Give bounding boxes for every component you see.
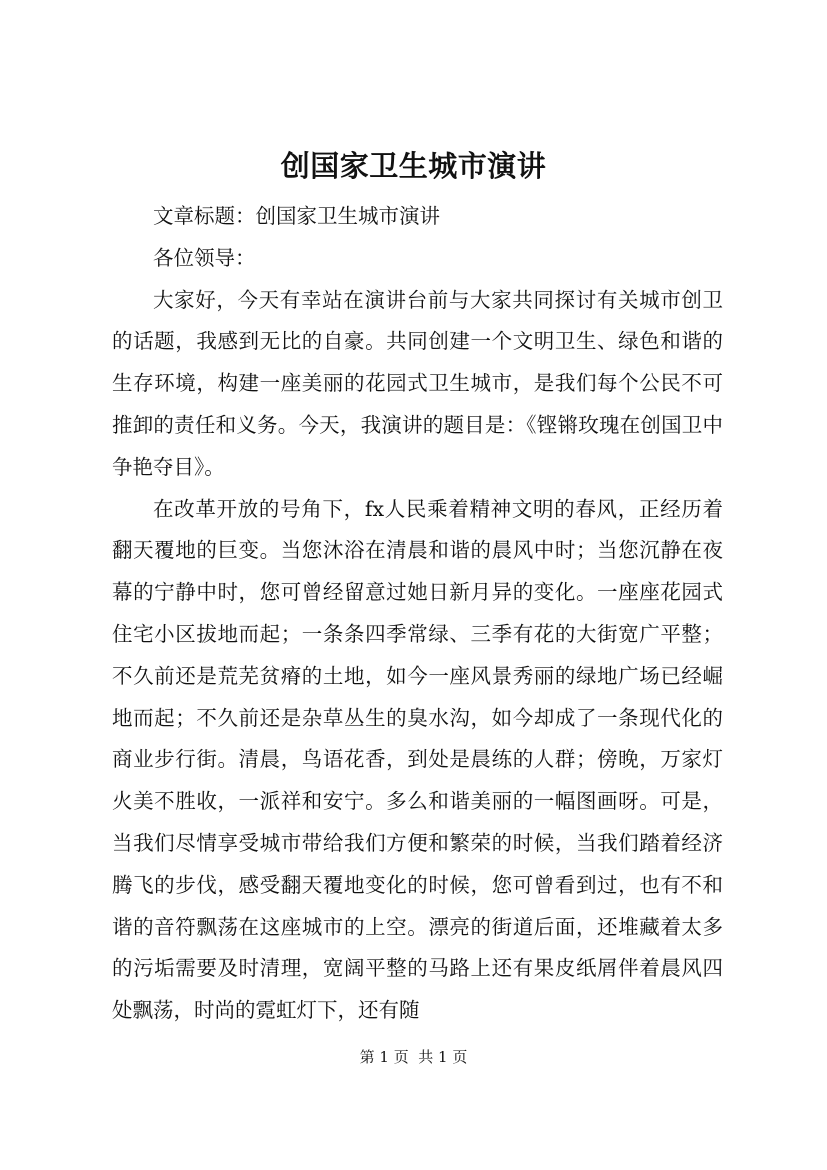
page-footer xyxy=(0,1047,827,1067)
salutation: 各位领导： xyxy=(153,245,256,270)
paragraph-intro: 大家好，今天有幸站在演讲台前与大家共同探讨有关城市创卫的话题，我感到无比的自豪。共同创建一个文明卫生、绿色和谐的生存环境，构建一座美丽的花园式卫生城市，是我们每个公民不可推卸的责任和义务。今天，我演讲的题目是：《铿锵玫瑰在创国卫中争艳夺目》。 xyxy=(112,287,723,479)
paragraph-main: 在改革开放的号角下，fx人民乘着精神文明的春风，正经历着翻天覆地的巨变。当您沐浴在清晨和谐的晨风中时；当您沉静在夜幕的宁静中时，您可曾经留意过她日新月异的变化。一座座花园式住宅小区拔地而起；一条条四季常绿、三季有花的大街宽广平整；不久前还是荒芜贫瘠的土地，如今一座风景秀丽的绿地广场已经崛地而起；不久前还是杂草丛生的臭水沟，如今却成了一条现代化的商业步行街。清晨，鸟语花香，到处是晨练的人群；傍晚，万家灯火美不胜收，一派祥和安宁。多么和谐美丽的一幅图画呀。可是，当我们尽情享受城市带给我们方便和繁荣的时候，当我们踏着经济腾飞的步伐，感受翻天覆地变化的时候，您可曾看到过，也有不和谐的音符飘荡在这座城市的上空。漂亮的街道后面，还堆藏着太多的污垢需要及时清理，宽阔平整的马路上还有果皮纸屑伴着晨风四处飘荡，时尚的霓虹灯下，还有随 xyxy=(112,496,723,1023)
article-title-line: 文章标题：创国家卫生城市演讲 xyxy=(153,204,440,228)
document-title: 创国家卫生城市演讲 xyxy=(280,149,547,183)
document-body xyxy=(112,196,723,1032)
page-number: 第 1 页 共 1 页 xyxy=(359,1048,468,1066)
